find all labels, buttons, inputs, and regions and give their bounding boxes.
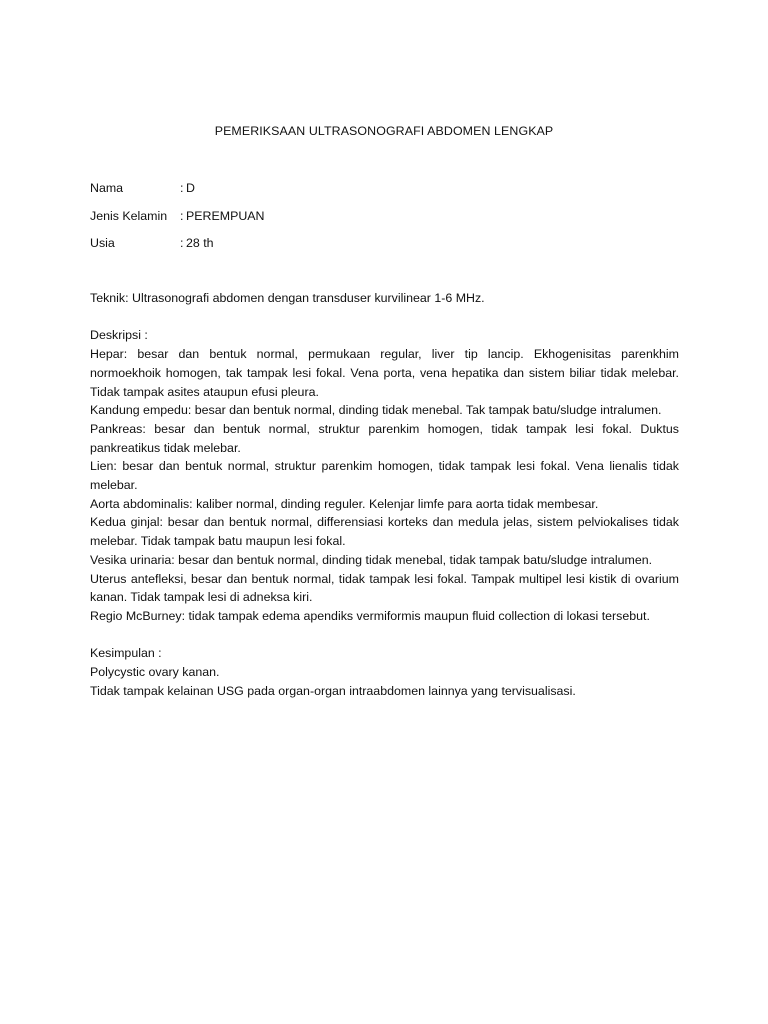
finding-regio-mcburney: Regio McBurney: tidak tampak edema apendiks vermiformis maupun fluid collection di lokasi tersebut. bbox=[90, 608, 650, 623]
conclusion-item: Tidak tampak kelainan USG pada organ-organ intraabdomen lainnya yang tervisualisasi. bbox=[90, 683, 576, 698]
finding-aorta: Aorta abdominalis: kaliber normal, dinding reguler. Kelenjar limfe para aorta tidak membesar. bbox=[90, 496, 599, 511]
technique-text: Teknik: Ultrasonografi abdomen dengan transduser kurvilinear 1-6 MHz. bbox=[90, 291, 485, 305]
conclusion-item: Polycystic ovary kanan. bbox=[90, 665, 220, 680]
document-title: PEMERIKSAAN ULTRASONOGRAFI ABDOMEN LENGKAP bbox=[214, 124, 554, 138]
conclusion-heading: Kesimpulan : bbox=[90, 646, 162, 661]
patient-name-row bbox=[90, 179, 680, 207]
patient-sex-row bbox=[90, 207, 680, 235]
patient-age-label: Usia bbox=[90, 236, 115, 250]
report-body bbox=[90, 289, 679, 700]
finding-kandung-empedu: Kandung empedu: besar dan bentuk normal, dinding tidak menebal. Tak tampak batu/sludge intralumen. bbox=[90, 403, 662, 418]
finding-pankreas: Pankreas: besar dan bentuk normal, struktur parenkim homogen, tidak tampak lesi fokal. Duktus pankreatikus tidak melebar. bbox=[90, 421, 679, 455]
patient-age-row bbox=[90, 234, 680, 262]
finding-uterus: Uterus antefleksi, besar dan bentuk normal, tidak tampak lesi fokal. Tampak multipel lesi kistik di ovarium kanan. Tidak tampak lesi di adneksa kiri. bbox=[90, 571, 679, 605]
patient-name-value: D bbox=[186, 181, 195, 195]
finding-hepar: Hepar: besar dan bentuk normal, permukaan regular, liver tip lancip. Ekhogenisitas parenkhim normoekhoik homogen, tak tampak lesi fokal. Vena porta, vena hepatika dan sistem biliar tidak melebar. Tidak tampak asites ataupun efusi pleura. bbox=[90, 347, 679, 399]
patient-sex-value: PEREMPUAN bbox=[186, 208, 265, 223]
patient-name-separator: : bbox=[180, 181, 184, 195]
spacer bbox=[90, 308, 679, 327]
spacer bbox=[90, 626, 679, 645]
finding-ginjal: Kedua ginjal: besar dan bentuk normal, differensiasi korteks dan medula jelas, sistem pelviokalises tidak melebar. Tidak tampak batu maupun lesi fokal. bbox=[90, 515, 679, 549]
patient-name-label: Nama bbox=[90, 181, 124, 195]
finding-lien: Lien: besar dan bentuk normal, struktur parenkim homogen, tidak tampak lesi fokal. Vena lienalis tidak melebar. bbox=[90, 459, 679, 493]
finding-vesika-urinaria: Vesika urinaria: besar dan bentuk normal, dinding tidak menebal, tidak tampak batu/sludge intralumen. bbox=[90, 552, 653, 567]
patient-age-value: 28 th bbox=[186, 236, 214, 250]
patient-age-separator: : bbox=[180, 236, 184, 250]
description-heading: Deskripsi : bbox=[90, 328, 148, 343]
patient-sex-label: Jenis Kelamin bbox=[90, 208, 168, 223]
patient-sex-separator: : bbox=[180, 208, 184, 223]
patient-info bbox=[90, 179, 680, 262]
